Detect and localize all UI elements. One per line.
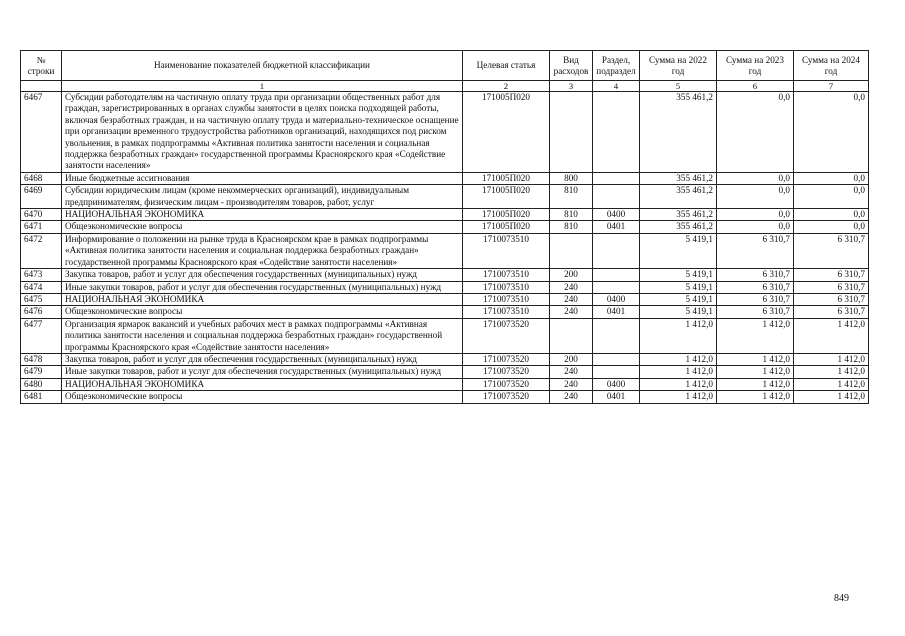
row-expense-type: [550, 92, 593, 173]
header-razdel: Раздел, подраздел: [593, 51, 640, 81]
row-number: 6471: [21, 221, 62, 233]
row-expense-type: [550, 318, 593, 353]
row-number: 6481: [21, 391, 62, 403]
row-sum-2024: 6 310,7: [794, 293, 869, 305]
row-name: Организация ярмарок вакансий и учебных рабочих мест в рамках подпрограммы «Активная политика занятости населения и социальная поддержка безработных граждан» государственной программы Красноярского края «Содействие занятости населения»: [62, 318, 463, 353]
row-section: [593, 281, 640, 293]
col-number: [21, 81, 62, 92]
row-sum-2023: 1 412,0: [717, 378, 794, 390]
row-name: Общеэкономические вопросы: [62, 306, 463, 318]
row-number: 6480: [21, 378, 62, 390]
row-number: 6469: [21, 185, 62, 209]
row-sum-2022: 1 412,0: [640, 378, 717, 390]
row-sum-2022: 5 419,1: [640, 233, 717, 268]
row-sum-2023: 0,0: [717, 209, 794, 221]
row-section: [593, 185, 640, 209]
row-name: НАЦИОНАЛЬНАЯ ЭКОНОМИКА: [62, 293, 463, 305]
row-section: [593, 92, 640, 173]
row-section: [593, 353, 640, 365]
row-name: НАЦИОНАЛЬНАЯ ЭКОНОМИКА: [62, 209, 463, 221]
col-number: 5: [640, 81, 717, 92]
row-number: 6477: [21, 318, 62, 353]
page-number: 849: [834, 593, 849, 604]
table-row: [21, 306, 869, 318]
row-sum-2024: 1 412,0: [794, 366, 869, 378]
row-sum-2024: 1 412,0: [794, 318, 869, 353]
row-sum-2022: 355 461,2: [640, 172, 717, 184]
row-sum-2022: 1 412,0: [640, 353, 717, 365]
row-sum-2023: 1 412,0: [717, 318, 794, 353]
table-header-row: [21, 51, 869, 81]
row-name: Иные закупки товаров, работ и услуг для обеспечения государственных (муниципальных) нужд: [62, 366, 463, 378]
row-section: [593, 366, 640, 378]
row-number: 6468: [21, 172, 62, 184]
budget-table: [20, 50, 869, 404]
row-sum-2023: 0,0: [717, 92, 794, 173]
row-target-code: 171005П020: [463, 221, 550, 233]
col-number: 2: [463, 81, 550, 92]
row-sum-2022: 355 461,2: [640, 92, 717, 173]
row-number: 6467: [21, 92, 62, 173]
col-number: 1: [62, 81, 463, 92]
row-expense-type: 810: [550, 185, 593, 209]
row-sum-2023: 0,0: [717, 172, 794, 184]
row-name: Информирование о положении на рынке труда в Красноярском крае в рамках подпрограммы «Активная политика занятости населения и социальная поддержка безработных граждан» государственной программы Красноярского края «Содействие занятости населения»: [62, 233, 463, 268]
row-expense-type: 240: [550, 366, 593, 378]
row-target-code: 1710073520: [463, 378, 550, 390]
row-sum-2024: 0,0: [794, 172, 869, 184]
row-target-code: 1710073520: [463, 366, 550, 378]
row-sum-2023: 1 412,0: [717, 366, 794, 378]
header-sum-2024: Сумма на 2024 год: [794, 51, 869, 81]
row-expense-type: 810: [550, 221, 593, 233]
row-sum-2022: 5 419,1: [640, 306, 717, 318]
row-sum-2022: 355 461,2: [640, 185, 717, 209]
header-vid: Вид расходов: [550, 51, 593, 81]
row-expense-type: 240: [550, 306, 593, 318]
table-row: [21, 233, 869, 268]
row-number: 6473: [21, 269, 62, 281]
row-name: Субсидии юридическим лицам (кроме некоммерческих организаций), индивидуальным предпринимателям, физическим лицам - производителям товаров, работ, услуг: [62, 185, 463, 209]
row-sum-2023: 0,0: [717, 185, 794, 209]
row-sum-2023: 1 412,0: [717, 353, 794, 365]
row-section: 0401: [593, 306, 640, 318]
row-sum-2022: 5 419,1: [640, 269, 717, 281]
col-number: 3: [550, 81, 593, 92]
header-sum-2022: Сумма на 2022 год: [640, 51, 717, 81]
header-code: Целевая статья: [463, 51, 550, 81]
row-sum-2023: 0,0: [717, 221, 794, 233]
row-target-code: 1710073520: [463, 353, 550, 365]
table-row: [21, 353, 869, 365]
row-number: 6470: [21, 209, 62, 221]
row-name: Субсидии работодателям на частичную оплату труда при организации общественных работ для граждан, зарегистрированных в органах службы занятости в целях поиска подходящей работы, включая безработных граждан, и на частичную оплату труда и материально-техническое оснащение при организации временного трудоустройства работников организаций, находящихся под риском увольнения, в рамках подпрограммы «Активная политика занятости населения и социальная поддержка безработных граждан» государственной программы Красноярского края «Содействие занятости населения»: [62, 92, 463, 173]
row-number: 6479: [21, 366, 62, 378]
row-expense-type: 240: [550, 391, 593, 403]
row-section: [593, 233, 640, 268]
table-row: [21, 378, 869, 390]
row-sum-2022: 1 412,0: [640, 318, 717, 353]
row-sum-2023: 6 310,7: [717, 281, 794, 293]
row-sum-2023: 6 310,7: [717, 293, 794, 305]
row-name: Закупка товаров, работ и услуг для обеспечения государственных (муниципальных) нужд: [62, 269, 463, 281]
row-sum-2024: 1 412,0: [794, 378, 869, 390]
row-target-code: 1710073510: [463, 269, 550, 281]
row-target-code: 1710073510: [463, 233, 550, 268]
row-section: [593, 269, 640, 281]
col-number: 4: [593, 81, 640, 92]
header-name: Наименование показателей бюджетной классификации: [62, 51, 463, 81]
row-number: 6478: [21, 353, 62, 365]
row-expense-type: [550, 233, 593, 268]
row-sum-2022: 5 419,1: [640, 293, 717, 305]
table-row: [21, 366, 869, 378]
row-target-code: 1710073510: [463, 281, 550, 293]
row-sum-2022: 1 412,0: [640, 366, 717, 378]
row-target-code: 171005П020: [463, 209, 550, 221]
row-sum-2024: 0,0: [794, 185, 869, 209]
row-sum-2022: 5 419,1: [640, 281, 717, 293]
row-sum-2022: 355 461,2: [640, 209, 717, 221]
row-sum-2024: 6 310,7: [794, 233, 869, 268]
row-sum-2024: 0,0: [794, 92, 869, 173]
row-section: 0400: [593, 209, 640, 221]
row-sum-2024: 0,0: [794, 221, 869, 233]
header-row-no: № строки: [21, 51, 62, 81]
row-number: 6474: [21, 281, 62, 293]
row-target-code: 1710073510: [463, 293, 550, 305]
table-row: [21, 221, 869, 233]
row-sum-2024: 1 412,0: [794, 391, 869, 403]
col-number: 7: [794, 81, 869, 92]
row-sum-2023: 6 310,7: [717, 306, 794, 318]
table-row: [21, 281, 869, 293]
row-target-code: 1710073520: [463, 318, 550, 353]
row-name: Закупка товаров, работ и услуг для обеспечения государственных (муниципальных) нужд: [62, 353, 463, 365]
row-name: Иные бюджетные ассигнования: [62, 172, 463, 184]
row-target-code: 171005П020: [463, 172, 550, 184]
row-expense-type: 240: [550, 293, 593, 305]
table-row: [21, 172, 869, 184]
row-sum-2022: 1 412,0: [640, 391, 717, 403]
table-row: [21, 269, 869, 281]
table-row: [21, 293, 869, 305]
row-name: Иные закупки товаров, работ и услуг для обеспечения государственных (муниципальных) нужд: [62, 281, 463, 293]
table-row: [21, 209, 869, 221]
row-expense-type: 240: [550, 281, 593, 293]
row-section: 0400: [593, 293, 640, 305]
column-number-row: [21, 81, 869, 92]
row-target-code: 171005П020: [463, 92, 550, 173]
header-sum-2023: Сумма на 2023 год: [717, 51, 794, 81]
row-section: [593, 318, 640, 353]
row-sum-2024: 1 412,0: [794, 353, 869, 365]
row-expense-type: 200: [550, 353, 593, 365]
row-target-code: 1710073510: [463, 306, 550, 318]
row-expense-type: 200: [550, 269, 593, 281]
row-target-code: 1710073520: [463, 391, 550, 403]
row-expense-type: 240: [550, 378, 593, 390]
table-row: [21, 92, 869, 173]
table-row: [21, 391, 869, 403]
row-expense-type: 810: [550, 209, 593, 221]
row-name: Общеэкономические вопросы: [62, 221, 463, 233]
row-expense-type: 800: [550, 172, 593, 184]
row-sum-2023: 1 412,0: [717, 391, 794, 403]
row-sum-2023: 6 310,7: [717, 233, 794, 268]
row-number: 6476: [21, 306, 62, 318]
row-section: 0401: [593, 391, 640, 403]
row-sum-2023: 6 310,7: [717, 269, 794, 281]
row-target-code: 171005П020: [463, 185, 550, 209]
row-sum-2024: 0,0: [794, 209, 869, 221]
row-name: Общеэкономические вопросы: [62, 391, 463, 403]
row-name: НАЦИОНАЛЬНАЯ ЭКОНОМИКА: [62, 378, 463, 390]
table-row: [21, 185, 869, 209]
row-sum-2024: 6 310,7: [794, 269, 869, 281]
row-sum-2024: 6 310,7: [794, 281, 869, 293]
row-number: 6475: [21, 293, 62, 305]
row-sum-2022: 355 461,2: [640, 221, 717, 233]
row-section: [593, 172, 640, 184]
row-section: 0400: [593, 378, 640, 390]
col-number: 6: [717, 81, 794, 92]
row-sum-2024: 6 310,7: [794, 306, 869, 318]
row-section: 0401: [593, 221, 640, 233]
table-body: [21, 92, 869, 404]
table-row: [21, 318, 869, 353]
row-number: 6472: [21, 233, 62, 268]
